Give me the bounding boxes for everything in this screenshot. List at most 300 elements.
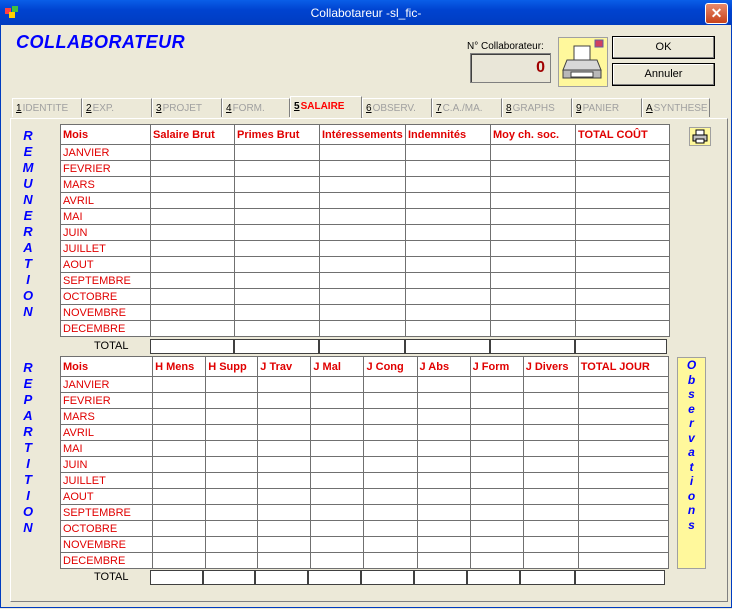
value-cell[interactable] — [258, 425, 311, 441]
value-cell[interactable] — [235, 161, 320, 177]
total-cell[interactable] — [490, 339, 575, 354]
month-cell: MARS — [61, 409, 153, 425]
total-cell[interactable] — [319, 339, 405, 354]
value-cell[interactable] — [406, 161, 491, 177]
value-cell[interactable] — [523, 537, 578, 553]
tab-number: A — [646, 103, 653, 114]
column-header[interactable]: J Divers — [523, 357, 578, 377]
vertical-letter: I — [26, 272, 30, 287]
value-cell[interactable] — [417, 521, 470, 537]
value-cell[interactable] — [470, 521, 523, 537]
value-cell[interactable] — [576, 289, 670, 305]
value-cell[interactable] — [576, 209, 670, 225]
tab-number: 4 — [226, 103, 232, 114]
value-cell[interactable] — [470, 457, 523, 473]
value-cell[interactable] — [417, 489, 470, 505]
value-cell[interactable] — [258, 489, 311, 505]
month-cell: MAI — [61, 441, 153, 457]
value-cell[interactable] — [153, 489, 206, 505]
value-cell[interactable] — [311, 505, 364, 521]
observations-letter: n — [687, 503, 696, 517]
table-row — [61, 425, 669, 441]
value-cell[interactable] — [153, 409, 206, 425]
vertical-letter: T — [24, 472, 32, 487]
tab-label: OBSERV. — [372, 103, 416, 114]
value-cell[interactable] — [311, 457, 364, 473]
value-cell[interactable] — [576, 177, 670, 193]
value-cell[interactable] — [206, 377, 258, 393]
print-table-button[interactable] — [689, 127, 711, 146]
observations-letter: o — [687, 488, 696, 503]
column-header[interactable]: Primes Brut — [235, 125, 320, 145]
month-cell: DECEMBRE — [61, 321, 151, 337]
value-cell[interactable] — [311, 553, 364, 569]
value-cell[interactable] — [320, 225, 406, 241]
cancel-button[interactable] — [612, 63, 715, 86]
value-cell[interactable] — [578, 553, 668, 569]
value-cell[interactable] — [417, 409, 470, 425]
value-cell[interactable] — [576, 257, 670, 273]
value-cell[interactable] — [258, 553, 311, 569]
ok-button[interactable] — [612, 36, 715, 59]
column-header[interactable]: Salaire Brut — [151, 125, 235, 145]
column-header[interactable]: Indemnités — [406, 125, 491, 145]
value-cell[interactable] — [470, 377, 523, 393]
value-cell[interactable] — [406, 177, 491, 193]
value-cell[interactable] — [151, 209, 235, 225]
value-cell[interactable] — [491, 225, 576, 241]
tab-label: PROJET — [162, 103, 203, 114]
tab-label: GRAPHS — [512, 103, 555, 114]
value-cell[interactable] — [364, 409, 417, 425]
total-cell[interactable] — [203, 570, 255, 585]
value-cell[interactable] — [417, 537, 470, 553]
total-cell[interactable] — [414, 570, 467, 585]
value-cell[interactable] — [523, 457, 578, 473]
total-cell[interactable] — [405, 339, 490, 354]
value-cell[interactable] — [523, 409, 578, 425]
value-cell[interactable] — [320, 289, 406, 305]
tab-label: IDENTITE — [22, 103, 69, 114]
table-row — [61, 489, 669, 505]
value-cell[interactable] — [417, 377, 470, 393]
table-row — [61, 521, 669, 537]
observations-letter: s — [688, 517, 695, 532]
vertical-letter: A — [23, 240, 33, 255]
value-cell[interactable] — [320, 273, 406, 289]
value-cell[interactable] — [206, 537, 258, 553]
value-cell[interactable] — [206, 489, 258, 505]
total-cell[interactable] — [520, 570, 575, 585]
observations-letter: i — [689, 474, 694, 488]
value-cell[interactable] — [235, 193, 320, 209]
month-cell: SEPTEMBRE — [61, 273, 151, 289]
print-button[interactable] — [558, 37, 608, 87]
remuneration-total-label: TOTAL — [94, 340, 129, 352]
value-cell[interactable] — [523, 425, 578, 441]
value-cell[interactable] — [406, 209, 491, 225]
value-cell[interactable] — [470, 489, 523, 505]
value-cell[interactable] — [578, 457, 668, 473]
value-cell[interactable] — [578, 505, 668, 521]
tab-graphs[interactable] — [502, 98, 572, 117]
column-header[interactable]: H Supp — [206, 357, 258, 377]
value-cell[interactable] — [578, 537, 668, 553]
value-cell[interactable] — [258, 409, 311, 425]
value-cell[interactable] — [311, 521, 364, 537]
month-cell: NOVEMBRE — [61, 305, 151, 321]
value-cell[interactable] — [576, 161, 670, 177]
printer-icon — [690, 128, 710, 145]
value-cell[interactable] — [576, 145, 670, 161]
header-row — [61, 357, 669, 377]
value-cell[interactable] — [417, 505, 470, 521]
month-cell: MAI — [61, 209, 151, 225]
value-cell[interactable] — [258, 377, 311, 393]
table-row — [61, 553, 669, 569]
tab-synthese[interactable] — [642, 98, 710, 117]
tab-number: 5 — [294, 101, 300, 112]
value-cell[interactable] — [523, 553, 578, 569]
value-cell[interactable] — [151, 257, 235, 273]
table-row — [61, 537, 669, 553]
column-header[interactable]: Mois — [61, 125, 151, 145]
value-cell[interactable] — [470, 505, 523, 521]
total-cell[interactable] — [575, 339, 667, 354]
table-row — [61, 193, 670, 209]
value-cell[interactable] — [153, 377, 206, 393]
tab-ca-ma[interactable] — [432, 98, 502, 117]
value-cell[interactable] — [578, 393, 668, 409]
table-row — [61, 177, 670, 193]
value-cell[interactable] — [470, 553, 523, 569]
total-cell[interactable] — [361, 570, 414, 585]
tab-label: C.A./MA. — [442, 103, 483, 114]
value-cell[interactable] — [151, 305, 235, 321]
value-cell[interactable] — [406, 241, 491, 257]
value-cell[interactable] — [576, 241, 670, 257]
value-cell[interactable] — [523, 441, 578, 457]
value-cell[interactable] — [258, 393, 311, 409]
value-cell[interactable] — [320, 177, 406, 193]
value-cell[interactable] — [258, 473, 311, 489]
value-cell[interactable] — [235, 145, 320, 161]
value-cell[interactable] — [364, 377, 417, 393]
tab-bar — [10, 96, 725, 118]
value-cell[interactable] — [206, 473, 258, 489]
value-cell[interactable] — [406, 257, 491, 273]
month-cell: JUIN — [61, 225, 151, 241]
cancel-label: Annuler — [644, 68, 683, 80]
column-header[interactable]: Intéressements — [320, 125, 406, 145]
close-button[interactable]: ✕ — [705, 3, 728, 24]
value-cell[interactable] — [406, 289, 491, 305]
value-cell[interactable] — [258, 505, 311, 521]
value-cell[interactable] — [470, 441, 523, 457]
value-cell[interactable] — [206, 553, 258, 569]
value-cell[interactable] — [151, 321, 235, 337]
value-cell[interactable] — [406, 193, 491, 209]
value-cell[interactable] — [151, 225, 235, 241]
value-cell[interactable] — [235, 241, 320, 257]
vertical-letter: R — [23, 224, 33, 239]
value-cell[interactable] — [311, 393, 364, 409]
value-cell[interactable] — [417, 425, 470, 441]
tab-salaire[interactable] — [290, 96, 362, 118]
column-header[interactable]: TOTAL JOUR — [578, 357, 668, 377]
value-cell[interactable] — [576, 305, 670, 321]
value-cell[interactable] — [320, 209, 406, 225]
month-cell: JUIN — [61, 457, 153, 473]
value-cell[interactable] — [151, 289, 235, 305]
value-cell[interactable] — [491, 161, 576, 177]
value-cell[interactable] — [406, 145, 491, 161]
value-cell[interactable] — [364, 489, 417, 505]
value-cell[interactable] — [153, 505, 206, 521]
column-header[interactable]: TOTAL COÛT — [576, 125, 670, 145]
column-header[interactable]: J Trav — [258, 357, 311, 377]
table-row — [61, 321, 670, 337]
month-cell: JANVIER — [61, 377, 153, 393]
repartition-table — [60, 356, 669, 569]
collaborator-id-field[interactable] — [470, 53, 551, 83]
value-cell[interactable] — [235, 177, 320, 193]
value-cell[interactable] — [523, 473, 578, 489]
month-cell: JUILLET — [61, 241, 151, 257]
value-cell[interactable] — [151, 241, 235, 257]
value-cell[interactable] — [235, 225, 320, 241]
value-cell[interactable] — [491, 289, 576, 305]
value-cell[interactable] — [258, 457, 311, 473]
value-cell[interactable] — [320, 161, 406, 177]
value-cell[interactable] — [470, 537, 523, 553]
value-cell[interactable] — [311, 441, 364, 457]
value-cell[interactable] — [406, 305, 491, 321]
value-cell[interactable] — [153, 441, 206, 457]
column-header[interactable]: H Mens — [153, 357, 206, 377]
column-header[interactable]: J Form — [470, 357, 523, 377]
value-cell[interactable] — [576, 321, 670, 337]
value-cell[interactable] — [491, 193, 576, 209]
total-cell[interactable] — [150, 339, 234, 354]
column-header[interactable]: J Mal — [311, 357, 364, 377]
total-cell[interactable] — [234, 339, 319, 354]
value-cell[interactable] — [576, 193, 670, 209]
tab-observ[interactable] — [362, 98, 432, 117]
value-cell[interactable] — [311, 473, 364, 489]
value-cell[interactable] — [235, 257, 320, 273]
value-cell[interactable] — [578, 409, 668, 425]
value-cell[interactable] — [258, 441, 311, 457]
value-cell[interactable] — [364, 393, 417, 409]
value-cell[interactable] — [311, 425, 364, 441]
value-cell[interactable] — [258, 537, 311, 553]
table-row — [61, 161, 670, 177]
value-cell[interactable] — [311, 409, 364, 425]
value-cell[interactable] — [417, 441, 470, 457]
value-cell[interactable] — [364, 553, 417, 569]
value-cell[interactable] — [578, 425, 668, 441]
value-cell[interactable] — [364, 441, 417, 457]
value-cell[interactable] — [578, 489, 668, 505]
value-cell[interactable] — [320, 321, 406, 337]
table-row — [61, 305, 670, 321]
month-cell: AOUT — [61, 257, 151, 273]
value-cell[interactable] — [151, 193, 235, 209]
value-cell[interactable] — [235, 305, 320, 321]
table-row — [61, 441, 669, 457]
month-cell: AVRIL — [61, 425, 153, 441]
value-cell[interactable] — [417, 393, 470, 409]
value-cell[interactable] — [153, 521, 206, 537]
value-cell[interactable] — [364, 473, 417, 489]
value-cell[interactable] — [311, 489, 364, 505]
value-cell[interactable] — [470, 425, 523, 441]
value-cell[interactable] — [491, 177, 576, 193]
value-cell[interactable] — [235, 321, 320, 337]
total-cell[interactable] — [150, 570, 203, 585]
value-cell[interactable] — [364, 537, 417, 553]
value-cell[interactable] — [206, 409, 258, 425]
column-header[interactable]: Mois — [61, 357, 153, 377]
value-cell[interactable] — [523, 505, 578, 521]
value-cell[interactable] — [491, 305, 576, 321]
value-cell[interactable] — [578, 521, 668, 537]
value-cell[interactable] — [206, 441, 258, 457]
observations-button[interactable] — [677, 357, 706, 569]
month-cell: OCTOBRE — [61, 289, 151, 305]
value-cell[interactable] — [206, 521, 258, 537]
tab-number: 2 — [86, 103, 92, 114]
tab-label: FORM. — [232, 103, 265, 114]
month-cell: MARS — [61, 177, 151, 193]
value-cell[interactable] — [258, 521, 311, 537]
value-cell[interactable] — [206, 457, 258, 473]
value-cell[interactable] — [406, 225, 491, 241]
window-title: Collabotareur -sl_fic- — [310, 6, 422, 20]
value-cell[interactable] — [151, 273, 235, 289]
value-cell[interactable] — [235, 209, 320, 225]
vertical-letter: R — [23, 128, 33, 143]
vertical-letter: T — [24, 440, 32, 455]
value-cell[interactable] — [151, 161, 235, 177]
value-cell[interactable] — [417, 553, 470, 569]
value-cell[interactable] — [576, 273, 670, 289]
column-header[interactable]: J Cong — [364, 357, 417, 377]
tab-label: PANIER — [582, 103, 620, 114]
vertical-letter: N — [23, 192, 33, 207]
value-cell[interactable] — [578, 473, 668, 489]
value-cell[interactable] — [491, 273, 576, 289]
value-cell[interactable] — [153, 537, 206, 553]
value-cell[interactable] — [470, 393, 523, 409]
value-cell[interactable] — [320, 145, 406, 161]
value-cell[interactable] — [206, 425, 258, 441]
value-cell[interactable] — [578, 441, 668, 457]
value-cell[interactable] — [311, 377, 364, 393]
tab-label: EXP. — [92, 103, 115, 114]
table-row — [61, 145, 670, 161]
total-cell[interactable] — [255, 570, 308, 585]
value-cell[interactable] — [320, 193, 406, 209]
value-cell[interactable] — [406, 321, 491, 337]
header-row — [61, 125, 670, 145]
value-cell[interactable] — [153, 393, 206, 409]
value-cell[interactable] — [151, 177, 235, 193]
vertical-letter: O — [22, 288, 34, 303]
value-cell[interactable] — [491, 321, 576, 337]
value-cell[interactable] — [523, 489, 578, 505]
value-cell[interactable] — [523, 521, 578, 537]
value-cell[interactable] — [491, 241, 576, 257]
total-cell[interactable] — [467, 570, 520, 585]
value-cell[interactable] — [153, 457, 206, 473]
value-cell[interactable] — [235, 273, 320, 289]
value-cell[interactable] — [491, 145, 576, 161]
collaborator-id-value: 0 — [536, 59, 545, 76]
table-row — [61, 377, 669, 393]
value-cell[interactable] — [206, 393, 258, 409]
repartition-total-label: TOTAL — [94, 571, 129, 583]
repartition-vertical-label — [20, 360, 36, 536]
value-cell[interactable] — [578, 377, 668, 393]
value-cell[interactable] — [491, 209, 576, 225]
value-cell[interactable] — [576, 225, 670, 241]
value-cell[interactable] — [470, 473, 523, 489]
tab-panier[interactable] — [572, 98, 642, 117]
value-cell[interactable] — [320, 241, 406, 257]
value-cell[interactable] — [364, 425, 417, 441]
vertical-letter: N — [23, 520, 33, 535]
month-cell: FEVRIER — [61, 393, 153, 409]
tab-form[interactable] — [222, 98, 290, 117]
value-cell[interactable] — [320, 257, 406, 273]
value-cell[interactable] — [311, 537, 364, 553]
tab-projet[interactable] — [152, 98, 222, 117]
value-cell[interactable] — [206, 505, 258, 521]
tab-identite[interactable] — [12, 98, 82, 117]
value-cell[interactable] — [153, 425, 206, 441]
vertical-letter: I — [26, 488, 30, 503]
value-cell[interactable] — [406, 273, 491, 289]
tab-exp[interactable] — [82, 98, 152, 117]
value-cell[interactable] — [235, 289, 320, 305]
column-header[interactable]: Moy ch. soc. — [491, 125, 576, 145]
total-cell[interactable] — [308, 570, 361, 585]
value-cell[interactable] — [320, 305, 406, 321]
value-cell[interactable] — [364, 457, 417, 473]
table-row — [61, 505, 669, 521]
value-cell[interactable] — [364, 521, 417, 537]
remuneration-vertical-label — [20, 128, 36, 320]
vertical-letter: A — [23, 408, 33, 423]
value-cell[interactable] — [523, 393, 578, 409]
value-cell[interactable] — [153, 553, 206, 569]
vertical-letter: I — [26, 456, 30, 471]
value-cell[interactable] — [364, 505, 417, 521]
column-header[interactable]: J Abs — [417, 357, 470, 377]
value-cell[interactable] — [153, 473, 206, 489]
value-cell[interactable] — [151, 145, 235, 161]
observations-letter: s — [688, 387, 695, 401]
value-cell[interactable] — [470, 409, 523, 425]
value-cell[interactable] — [417, 473, 470, 489]
value-cell[interactable] — [523, 377, 578, 393]
observations-letter: t — [689, 459, 694, 474]
total-cell[interactable] — [575, 570, 665, 585]
value-cell[interactable] — [417, 457, 470, 473]
value-cell[interactable] — [491, 257, 576, 273]
